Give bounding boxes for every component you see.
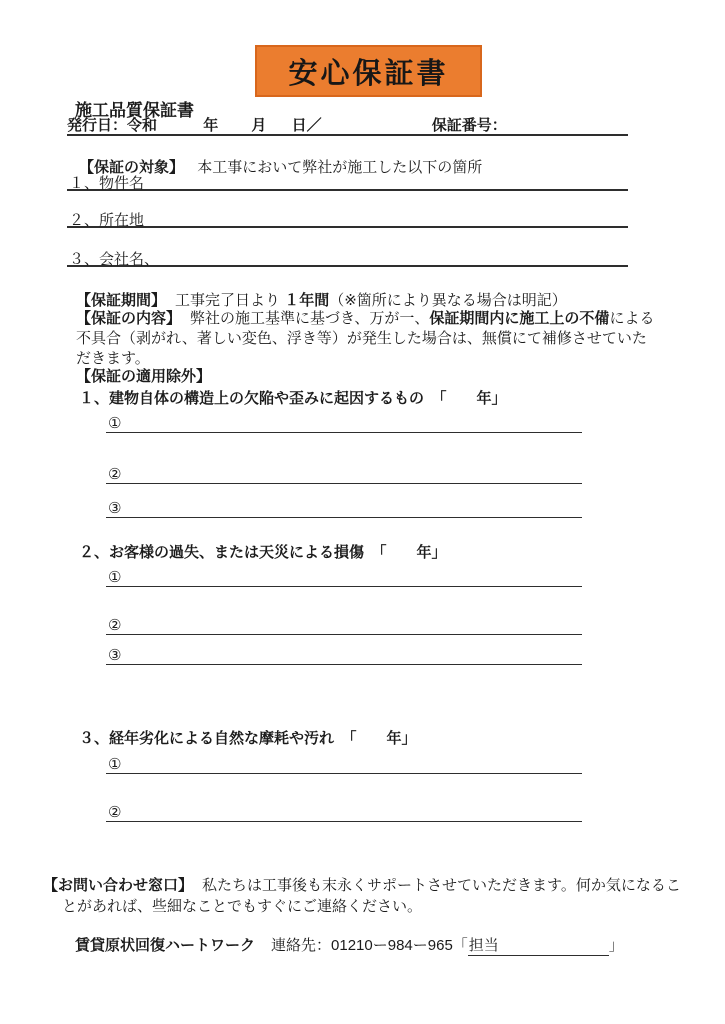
property-name-field[interactable] xyxy=(67,172,628,191)
warranty-target-description: 本工事において弊社が施工した以下の箇所 xyxy=(197,159,483,176)
exclusion-3-fill-line-2[interactable] xyxy=(106,803,582,822)
exclusion-3-fill-line-1[interactable] xyxy=(106,755,582,774)
month-label: 月 xyxy=(251,117,267,134)
day-label: 日／ xyxy=(291,117,322,134)
warranty-content-paragraph xyxy=(76,309,660,369)
warranty-period-heading: 【保証期間】 xyxy=(76,292,167,309)
exclusion-1-fill-line-2[interactable] xyxy=(106,465,582,484)
exclusion-heading: 【保証の適用除外】 xyxy=(76,368,212,385)
circle-1-marker: ① xyxy=(108,415,122,432)
contact-heading: 【お問い合わせ窓口】 xyxy=(43,877,194,894)
exclusion-item-2-title: ２、お客様の過失、または天災による損傷 「 年」 xyxy=(79,544,447,561)
person-in-charge-label: 担当 xyxy=(468,937,499,954)
quote-close-mark: 」 xyxy=(608,937,624,954)
exclusion-item-1-title: １、建物自体の構造上の欠陥や歪みに起因するもの 「 年」 xyxy=(79,390,507,407)
contact-paragraph xyxy=(43,875,695,917)
warranty-period-text: 工事完了日より xyxy=(175,292,285,309)
circle-3-marker: ③ xyxy=(108,647,122,664)
circle-2-marker: ② xyxy=(108,466,122,483)
contact-body: 私たちは工事後も末永くサポートさせていただきます。何か気になることがあれば、些細なことでもすぐにご連絡ください。 xyxy=(62,877,681,915)
warranty-target-heading-label: 【保証の対象】 xyxy=(79,159,185,176)
banner-title: 安心保証書 xyxy=(288,57,449,90)
warranty-content-heading: 【保証の内容】 xyxy=(76,310,182,327)
issue-date-label: 発行日：令和 xyxy=(67,117,158,134)
person-in-charge-field[interactable] xyxy=(468,934,609,956)
circle-1-marker: ① xyxy=(108,569,122,586)
doc-title: 施工品質保証書 xyxy=(75,101,194,120)
warranty-content-bold: 保証期間内に施工上の不備 xyxy=(429,310,610,327)
warranty-content-text-2: による不具合（剥がれ、著しい変色、浮き等）が発生した場合は、無償にて補修させていただきます。 xyxy=(76,310,655,367)
year-label: 年 xyxy=(203,117,219,134)
issue-date-row xyxy=(67,114,628,136)
address-field[interactable] xyxy=(67,209,628,228)
exclusion-2-fill-line-2[interactable] xyxy=(106,616,582,635)
company-name-field[interactable] xyxy=(67,248,628,267)
title-banner xyxy=(255,45,482,97)
circle-1-marker: ① xyxy=(108,756,122,773)
company-name: 賃貸原状回復ハートワーク xyxy=(75,937,256,954)
warranty-period-duration: １年間 xyxy=(284,292,330,309)
circle-2-marker: ② xyxy=(108,804,122,821)
circle-3-marker: ③ xyxy=(108,500,122,517)
exclusion-1-fill-line-3[interactable] xyxy=(106,499,582,518)
warranty-content-text-1: 弊社の施工基準に基づき、万が一、 xyxy=(190,310,430,327)
property-name-label: １、物件名 xyxy=(69,175,145,192)
exclusion-item-3-title: ３、経年劣化による自然な摩耗や汚れ 「 年」 xyxy=(79,730,417,747)
circle-2-marker: ② xyxy=(108,617,122,634)
company-name-label: ３、会社名、 xyxy=(69,251,160,268)
warranty-period-line xyxy=(76,291,660,311)
address-label: ２、所在地 xyxy=(69,212,145,229)
exclusion-2-fill-line-1[interactable] xyxy=(106,568,582,587)
footer-line xyxy=(75,934,624,956)
warranty-period-note: （※箇所により異なる場合は明記） xyxy=(329,292,567,309)
warranty-number-label: 保証番号： xyxy=(431,117,507,134)
exclusion-1-fill-line-1[interactable] xyxy=(106,414,582,433)
exclusion-2-fill-line-3[interactable] xyxy=(106,646,582,665)
contact-phone-label: 連絡先：01210ー984ー965「 xyxy=(271,937,468,954)
